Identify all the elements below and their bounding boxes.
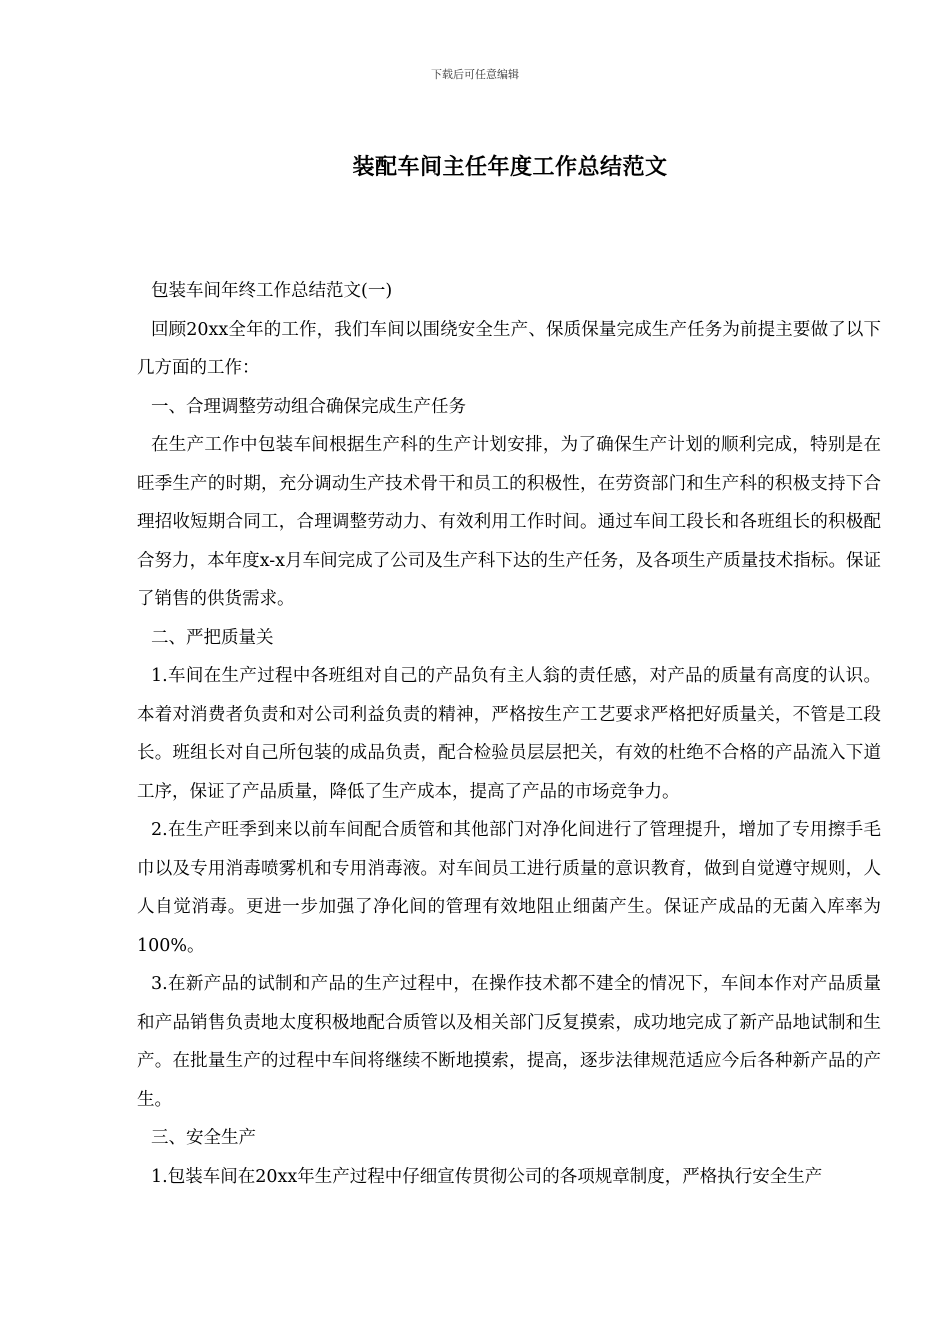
paragraph-intro: 回顾20xx全年的工作，我们车间以围绕安全生产、保质保量完成生产任务为前提主要做了以下几方面的工作： — [137, 319, 881, 378]
document-body — [137, 272, 881, 1196]
section-heading-3: 三、安全生产 — [151, 1128, 256, 1148]
paragraph: 2.在生产旺季到来以前车间配合质管和其他部门对净化间进行了管理提升，增加了专用擦手毛巾以及专用消毒喷雾机和专用消毒液。对车间员工进行质量的意识教育，做到自觉遵守规则，人人自觉消毒。更进一步加强了净化间的管理有效地阻止细菌产生。保证产成品的无菌入库率为100%。 — [137, 820, 881, 956]
section-heading-2: 二、严把质量关 — [151, 627, 274, 648]
section-heading-1: 一、合理调整劳动组合确保完成生产任务 — [151, 396, 466, 417]
paragraph-subtitle: 包装车间年终工作总结范文(一) — [151, 281, 393, 301]
paragraph: 1.车间在生产过程中各班组对自己的产品负有主人翁的责任感，对产品的质量有高度的认识。本着对消费者负责和对公司利益负责的精神，严格按生产工艺要求严格把好质量关，不管是工段长。班组长对自己所包装的成品负责，配合检验员层层把关，有效的杜绝不合格的产品流入下道工序，保证了产品质量，降低了生产成本，提高了产品的市场竞争力。 — [137, 666, 881, 802]
document-title: 装配车间主任年度工作总结范文 — [352, 155, 668, 180]
paragraph: 3.在新产品的试制和产品的生产过程中，在操作技术都不建全的情况下，车间本作对产品质量和产品销售负责地太度积极地配合质管以及相关部门反复摸索，成功地完成了新产品地试制和生产。在批量生产的过程中车间将继续不断地摸索，提高，逐步法律规范适应今后各种新产品的产生。 — [137, 974, 881, 1110]
paragraph: 在生产工作中包装车间根据生产科的生产计划安排，为了确保生产计划的顺利完成，特别是在旺季生产的时期，充分调动生产技术骨干和员工的积极性，在劳资部门和生产科的积极支持下合理招收短期合同工，合理调整劳动力、有效利用工作时间。通过车间工段长和各班组长的积极配合努力，本年度x-x月车间完成了公司及生产科下达的生产任务，及各项生产质量技术指标。保证了销售的供货需求。 — [137, 435, 881, 609]
paragraph: 1.包装车间在20xx年生产过程中仔细宣传贯彻公司的各项规章制度，严格执行安全生产 — [151, 1166, 823, 1187]
header-note: 下载后可任意编辑 — [431, 68, 519, 81]
